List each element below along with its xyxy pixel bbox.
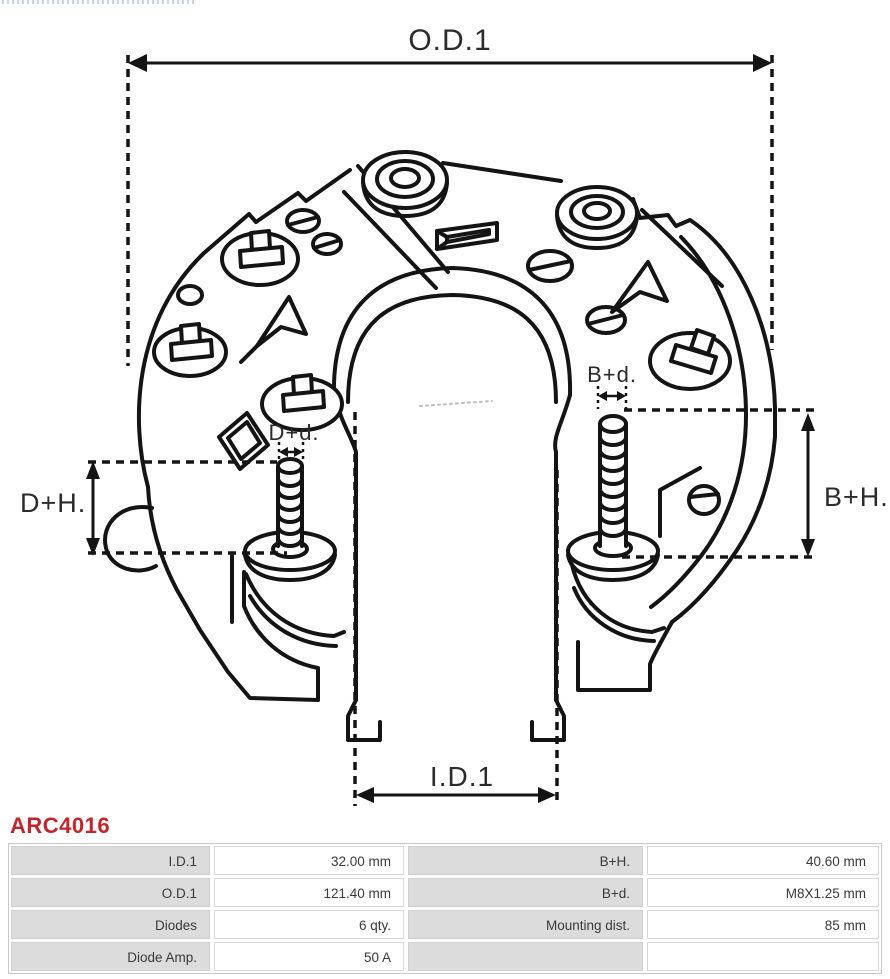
spec-label [408,942,643,971]
spec-label: Mounting dist. [408,910,643,939]
terminal-grommet-right [557,187,637,248]
spec-value: 85 mm [647,910,879,939]
spec-row [11,910,879,939]
spec-value: 32.00 mm [214,846,404,875]
spec-row [11,878,879,907]
spec-value [647,942,879,971]
id1-label: I.D.1 [429,761,495,792]
dimension-dd [268,420,319,457]
bd-label: B+d. [587,362,637,387]
slot-top [437,223,497,249]
part-number: ARC4016 [10,813,111,838]
spec-value: 40.60 mm [647,846,879,875]
od1-label: O.D.1 [408,24,492,57]
dimension-bd [587,362,637,401]
diode-pad [650,330,730,389]
threaded-stud-right [568,416,658,580]
spec-label: O.D.1 [11,878,210,907]
threaded-stud-left [245,459,335,580]
diode-pad [222,231,298,285]
dimension-od1 [128,24,772,72]
terminal-grommet-left [363,152,447,216]
dimension-id1 [356,761,556,803]
spec-value: 121.40 mm [214,878,404,907]
spec-label: B+d. [408,878,643,907]
spec-label: Diode Amp. [11,942,210,971]
dd-label: D+d. [268,420,320,445]
dh-label: D+H. [20,488,87,518]
spec-row [11,942,879,971]
spec-value: M8X1.25 mm [647,878,879,907]
spec-value: 50 A [214,942,404,971]
bh-label: B+H. [824,482,889,512]
rectifier-plate-drawing [105,152,775,740]
dimension-bh [801,413,889,557]
spec-label: Diodes [11,910,210,939]
spec-table [8,843,882,974]
diode-pad [154,324,226,376]
dimension-dh [20,461,100,556]
spec-label: I.D.1 [11,846,210,875]
dimension-annotations [20,24,889,806]
spec-row [11,846,879,875]
spec-value: 6 qty. [214,910,404,939]
spec-label: B+H. [408,846,643,875]
